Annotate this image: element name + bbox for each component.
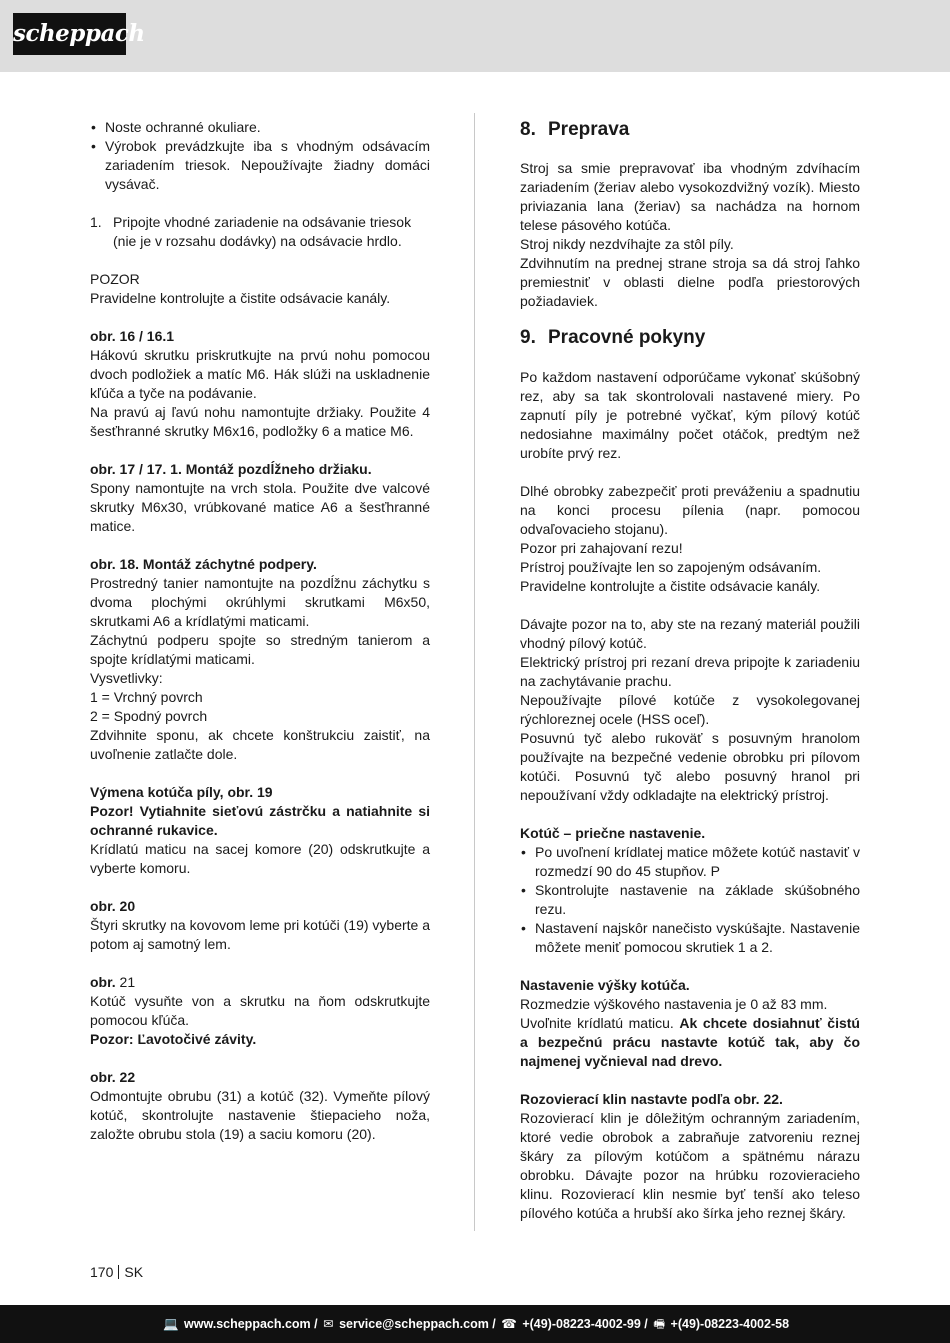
list-item: • Noste ochranné okuliare.	[90, 118, 430, 137]
footer-separator: /	[310, 1317, 322, 1331]
section-title: Pracovné pokyny	[548, 327, 706, 348]
list-item: • Výrobok prevádzkujte iba s vhodným odsávacím zariadením triesok. Nepoužívajte žiadny domáci vysávač.	[90, 137, 430, 194]
paragraph-text: Uvoľnite krídlatú maticu.	[520, 1015, 680, 1031]
column-divider	[474, 113, 475, 1231]
paragraph: Dlhé obrobky zabezpečiť proti preváženiu a spadnutiu na konci procesu pílenia (napr. pomocou odvaľovacieho stojanu).	[520, 483, 860, 537]
mail-icon: ✉	[323, 1317, 334, 1331]
list-item: • Skontrolujte nastavenie na základe skúšobného rezu.	[520, 881, 860, 919]
paragraph: Na pravú aj ľavú nohu namontujte držiaky. Použite 4 šesťhranné skrutky M6x16, podložky 6 a matice M6.	[90, 404, 430, 439]
website-link[interactable]: www.scheppach.com	[184, 1317, 311, 1331]
section-heading: obr. 16 / 16.1	[90, 328, 175, 344]
section-9-heading	[520, 326, 860, 350]
paragraph: Posuvnú tyč alebo rukoväť s posuvným hranolom používajte na bezpečné vedenie obrobku pri pílovom kotúči. Posuvnú tyč alebo posuvný hranol pri nepoužívaní vždy odkladajte na elektrický prístroj.	[520, 730, 860, 803]
heading-number: 21	[115, 974, 136, 990]
paragraph: 2 = Spodný povrch	[90, 708, 208, 724]
paragraph: Spony namontujte na vrch stola. Použite dve valcové skrutky M6x30, vrúbkované matice A6 a šesťhranné matice.	[90, 480, 430, 534]
paragraph: Po každom nastavení odporúčame vykonať skúšobný rez, aby sa tak skontrolovali nastavené miery. Po zapnutí píly je potrebné vyčkať, kým pílový kotúč nedosiahne maximálny počet otáčok, predtým než urobíte prvý rez.	[520, 369, 860, 461]
paragraph: Prístroj používajte len so zapojeným odsávaním.	[520, 559, 822, 575]
paragraph: Pravidelne kontrolujte a čistite odsávacie kanály.	[520, 578, 821, 594]
footer-separator: /	[640, 1317, 652, 1331]
language-code: SK	[124, 1264, 144, 1280]
contact-footer	[0, 1305, 950, 1343]
section-heading: obr. 20	[90, 898, 136, 914]
paragraph: Stroj sa smie prepravovať iba vhodným zdvíhacím zariadením (žeriav alebo vysokozdvižný vozík). Miesto priviazania lana (žeriav) sa nachádza na hornom telese pásového kotúča.	[520, 160, 860, 233]
header-bar	[0, 0, 950, 72]
warning-text: Pozor! Vytiahnite sieťovú zástrčku a natiahnite si ochranné rukavice.	[90, 803, 430, 838]
step-text: Pripojte vhodné zariadenie na odsávanie triesok (nie je v rozsahu dodávky) na odsávacie hrdlo.	[113, 214, 412, 249]
paragraph	[520, 1014, 860, 1071]
paragraph-emphasis: Ak chcete dosiahnuť čistú a bezpečnú prácu nastavte kotúč tak, aby čo najmenej vyčnieval nad drevo.	[520, 1015, 860, 1069]
numbered-step	[90, 213, 430, 251]
section-heading: Nastavenie výšky kotúča.	[520, 977, 690, 993]
paragraph: Pozor pri zahajovaní rezu!	[520, 540, 683, 556]
paragraph: Vysvetlivky:	[90, 670, 163, 686]
warning-text: Pravidelne kontrolujte a čistite odsávacie kanály.	[90, 290, 391, 306]
section-8-heading	[520, 118, 860, 142]
computer-icon: 💻	[162, 1317, 179, 1331]
fax-icon: 🖷	[653, 1317, 666, 1331]
phone-number[interactable]: +(49)-08223-4002-99	[522, 1317, 641, 1331]
paragraph: Rozovierací klin je dôležitým ochranným zariadením, ktoré vedie obrobok a zabraňuje zatvoreniu reznej škáry za pílovým kotúčom a spätnému nárazu obrobku. Dávajte pozor na hrúbku rozovieracieho klinu. Rozovierací klin nesmie byť tenší ako teleso pílového kotúča a hrubší ako šírka jeho reznej škáry.	[520, 1110, 860, 1221]
scheppach-logo[interactable]: scheppach	[13, 13, 126, 55]
paragraph: Stroj nikdy nezdvíhajte za stôl píly.	[520, 236, 734, 252]
section-heading: Výmena kotúča píly, obr. 19	[90, 784, 273, 800]
page-separator	[118, 1265, 119, 1279]
paragraph: Elektrický prístroj pri rezaní dreva pripojte k zariadeniu na zachytávanie prachu.	[520, 654, 860, 689]
section-heading: obr. 17 / 17. 1. Montáž pozdĺžneho držiaku.	[90, 461, 372, 477]
paragraph: Štyri skrutky na kovovom leme pri kotúči (19) vyberte a potom aj samotný lem.	[90, 917, 431, 952]
section-heading	[90, 973, 430, 992]
paragraph: Zdvihnite sponu, ak chcete konštrukciu zaistiť, na uvoľnenie zatlačte dole.	[90, 727, 430, 762]
list-item: • Nastavení najskôr nanečisto vyskúšajte. Nastavenie môžete meniť pomocou skrutiek 1 a 2.	[520, 919, 860, 957]
paragraph: Dávajte pozor na to, aby ste na rezaný materiál použili vhodný pílový kotúč.	[520, 616, 860, 651]
step-number: 1.	[90, 214, 102, 230]
paragraph: Zdvihnutím na prednej strane stroja sa dá stroj ľahko premiestniť v oblasti dielne podľa priestorových požiadaviek.	[520, 255, 860, 309]
right-column	[520, 118, 860, 1223]
fax-number: +(49)-08223-4002-58	[670, 1317, 790, 1331]
paragraph: Kotúč vysuňte von a skrutku na ňom odskrutkujte pomocou kľúča.	[90, 993, 430, 1028]
email-link[interactable]: service@scheppach.com	[339, 1317, 489, 1331]
section-heading: Rozovierací klin nastavte podľa obr. 22.	[520, 1091, 783, 1107]
left-column	[90, 118, 430, 1144]
paragraph: Rozmedzie výškového nastavenia je 0 až 83 mm.	[520, 996, 828, 1012]
section-number: 9.	[520, 327, 536, 348]
heading-label: obr.	[90, 974, 116, 990]
footer-separator: /	[488, 1317, 500, 1331]
paragraph: Záchytnú podperu spojte so stredným tanierom a spojte krídlatými maticami.	[90, 632, 430, 667]
section-heading: obr. 22	[90, 1069, 136, 1085]
warning-text: Pozor: Ľavotočivé závity.	[90, 1031, 257, 1047]
paragraph: Prostredný tanier namontujte na pozdĺžnu záchytku s dvoma plochými okrúhlymi skrutkami M6x50, skrutkami A6 a krídlatými maticami.	[90, 575, 430, 629]
paragraph: Hákovú skrutku priskrutkujte na prvú nohu pomocou dvoch podložiek a matíc M6. Hák slúži na uskladnenie kľúča a tyče na podávanie.	[90, 347, 430, 401]
phone-icon: ☎	[501, 1317, 517, 1331]
page-number-value: 170	[90, 1264, 114, 1280]
paragraph: Nepoužívajte pílové kotúče z vysokolegovanej rýchloreznej ocele (HSS oceľ).	[520, 692, 860, 727]
section-heading: Kotúč – priečne nastavenie.	[520, 825, 706, 841]
section-number: 8.	[520, 119, 536, 140]
paragraph: 1 = Vrchný povrch	[90, 689, 203, 705]
section-title: Preprava	[548, 119, 630, 140]
warning-title: POZOR	[90, 271, 140, 287]
section-heading: obr. 18. Montáž záchytné podpery.	[90, 556, 317, 572]
page-number	[90, 1264, 143, 1280]
paragraph: Odmontujte obrubu (31) a kotúč (32). Vymeňte pílový kotúč, skontrolujte nastavenie štiepacieho noža, založte obrubu stola (19) a saciu komoru (20).	[90, 1088, 430, 1142]
list-item: • Po uvoľnení krídlatej matice môžete kotúč nastaviť v rozmedzí 90 do 45 stupňov. P	[520, 843, 860, 881]
paragraph: Krídlatú maticu na sacej komore (20) odskrutkujte a vyberte komoru.	[90, 841, 430, 876]
